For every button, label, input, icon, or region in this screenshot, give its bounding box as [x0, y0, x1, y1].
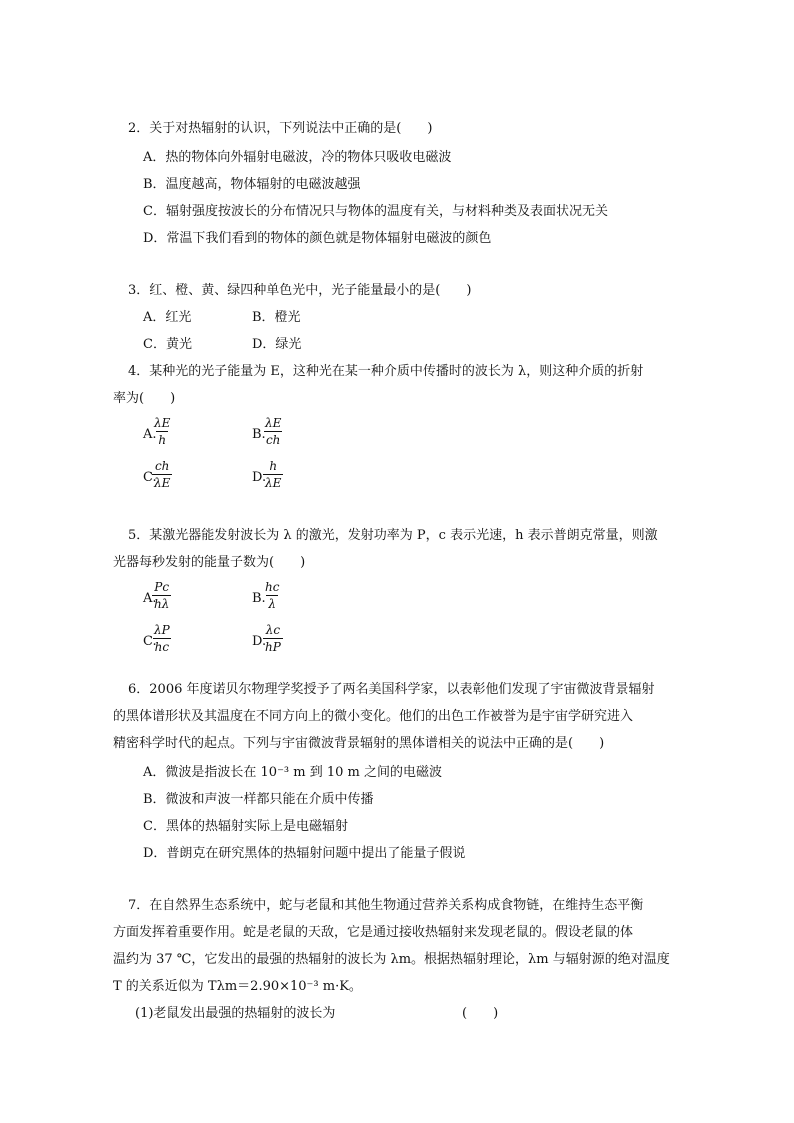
- q4-option-c-denominator: λE: [154, 476, 171, 490]
- q4-option-b-denominator: ch: [265, 433, 281, 447]
- q7-stem-line3: 温约为 37 ℃，它发出的最强的热辐射的波长为 λm。根据热辐射理论，λm 与辐射源的绝对温度: [113, 952, 670, 967]
- q6-stem-line3: 精密科学时代的起点。下列与宇宙微波背景辐射的黑体谱相关的说法中正确的是( ): [113, 736, 605, 751]
- q6-stem-line2: 的黑体谱形状及其温度在不同方向上的微小变化。他们的出色工作被誉为是宇宙学研究进入: [113, 709, 634, 724]
- q6-option-d: D．普朗克在研究黑体的热辐射问题中提出了能量子假说: [143, 846, 466, 861]
- q4-stem-line2: 率为( ): [113, 391, 176, 406]
- q4-stem-line1: 4．某种光的光子能量为 E，这种光在某一种介质中传播时的波长为 λ，则这种介质的折射: [128, 364, 644, 379]
- q5-stem-line1: 5．某激光器能发射波长为 λ 的激光，发射功率为 P，c 表示光速，h 表示普朗克常量，则激: [128, 528, 658, 543]
- q5-option-c-numerator: λP: [154, 623, 170, 637]
- q5-option-c-denominator: hc: [154, 640, 170, 654]
- q4-option-d-numerator: h: [269, 459, 278, 473]
- q5-option-b-label: B.: [252, 591, 266, 606]
- q3-option-b: B．橙光: [252, 310, 301, 325]
- q2-option-a: A．热的物体向外辐射电磁波，冷的物体只吸收电磁波: [143, 150, 452, 165]
- q5-option-d-numerator: λc: [265, 623, 281, 637]
- q4-option-b-label: B.: [252, 427, 266, 442]
- q4-option-c-numerator: ch: [154, 459, 170, 473]
- q5-option-d-label: D.: [252, 634, 267, 649]
- q5-stem-line2: 光器每秒发射的能量子数为( ): [113, 555, 306, 570]
- q5-option-a-numerator: Pc: [154, 580, 170, 594]
- q7-stem-line1: 7．在自然界生态系统中，蛇与老鼠和其他生物通过营养关系构成食物链，在维持生态平衡: [128, 898, 644, 913]
- q4-option-a-numerator: λE: [154, 416, 171, 430]
- q7-stem-line2: 方面发挥着重要作用。蛇是老鼠的天敌，它是通过接收热辐射来发现老鼠的。假设老鼠的体: [113, 925, 634, 940]
- q5-option-d-fraction: [263, 623, 283, 654]
- q3-stem: 3．红、橙、黄、绿四种单色光中，光子能量最小的是( ): [128, 283, 472, 298]
- q4-option-b-fraction: [263, 416, 283, 447]
- q5-option-d-denominator: hP: [265, 640, 281, 654]
- q5-option-b-fraction: [263, 580, 281, 611]
- q2-option-b: B．温度越高，物体辐射的电磁波越强: [143, 177, 361, 192]
- q6-option-a: A．微波是指波长在 10⁻³ m 到 10 m 之间的电磁波: [143, 765, 442, 780]
- q5-option-c-fraction: [152, 623, 172, 654]
- q4-option-a-label: A.: [143, 427, 157, 442]
- q5-option-c-label: C.: [143, 634, 157, 649]
- q7-subquestion-1: (1)老鼠发出最强的热辐射的波长为: [135, 1006, 336, 1021]
- q3-option-d: D．绿光: [252, 337, 302, 352]
- q6-option-c: C．黑体的热辐射实际上是电磁辐射: [143, 819, 348, 834]
- q6-option-b: B．微波和声波一样都只能在介质中传播: [143, 792, 374, 807]
- q5-option-a-denominator: hλ: [154, 597, 170, 611]
- q3-option-a: A．红光: [143, 310, 192, 325]
- q7-subquestion-1-answer-blank: ( ): [462, 1006, 499, 1021]
- q3-option-c: C．黄光: [143, 337, 192, 352]
- q4-option-d-denominator: λE: [265, 476, 282, 490]
- q4-option-c-fraction: [152, 459, 172, 490]
- q4-option-d-label: D.: [252, 470, 267, 485]
- q5-option-a-fraction: [152, 580, 171, 611]
- q5-option-b-denominator: λ: [268, 597, 277, 611]
- q6-stem-line1: 6．2006 年度诺贝尔物理学奖授予了两名美国科学家，以表彰他们发现了宇宙微波背景辐射: [128, 682, 655, 697]
- q5-option-b-numerator: hc: [265, 580, 280, 594]
- q4-option-a-fraction: [152, 416, 172, 447]
- q5-option-a-label: A.: [143, 591, 157, 606]
- q7-stem-line4: T 的关系近似为 Tλm＝2.90×10⁻³ m·K。: [113, 979, 362, 994]
- q4-option-b-numerator: λE: [265, 416, 282, 430]
- q2-option-c: C．辐射强度按波长的分布情况只与物体的温度有关，与材料种类及表面状况无关: [143, 204, 608, 219]
- q4-option-c-label: C.: [143, 470, 157, 485]
- q2-stem: 2．关于对热辐射的认识，下列说法中正确的是( ): [128, 121, 433, 136]
- q2-option-d: D．常温下我们看到的物体的颜色就是物体辐射电磁波的颜色: [143, 231, 492, 246]
- q4-option-a-denominator: h: [158, 433, 167, 447]
- q4-option-d-fraction: [263, 459, 283, 490]
